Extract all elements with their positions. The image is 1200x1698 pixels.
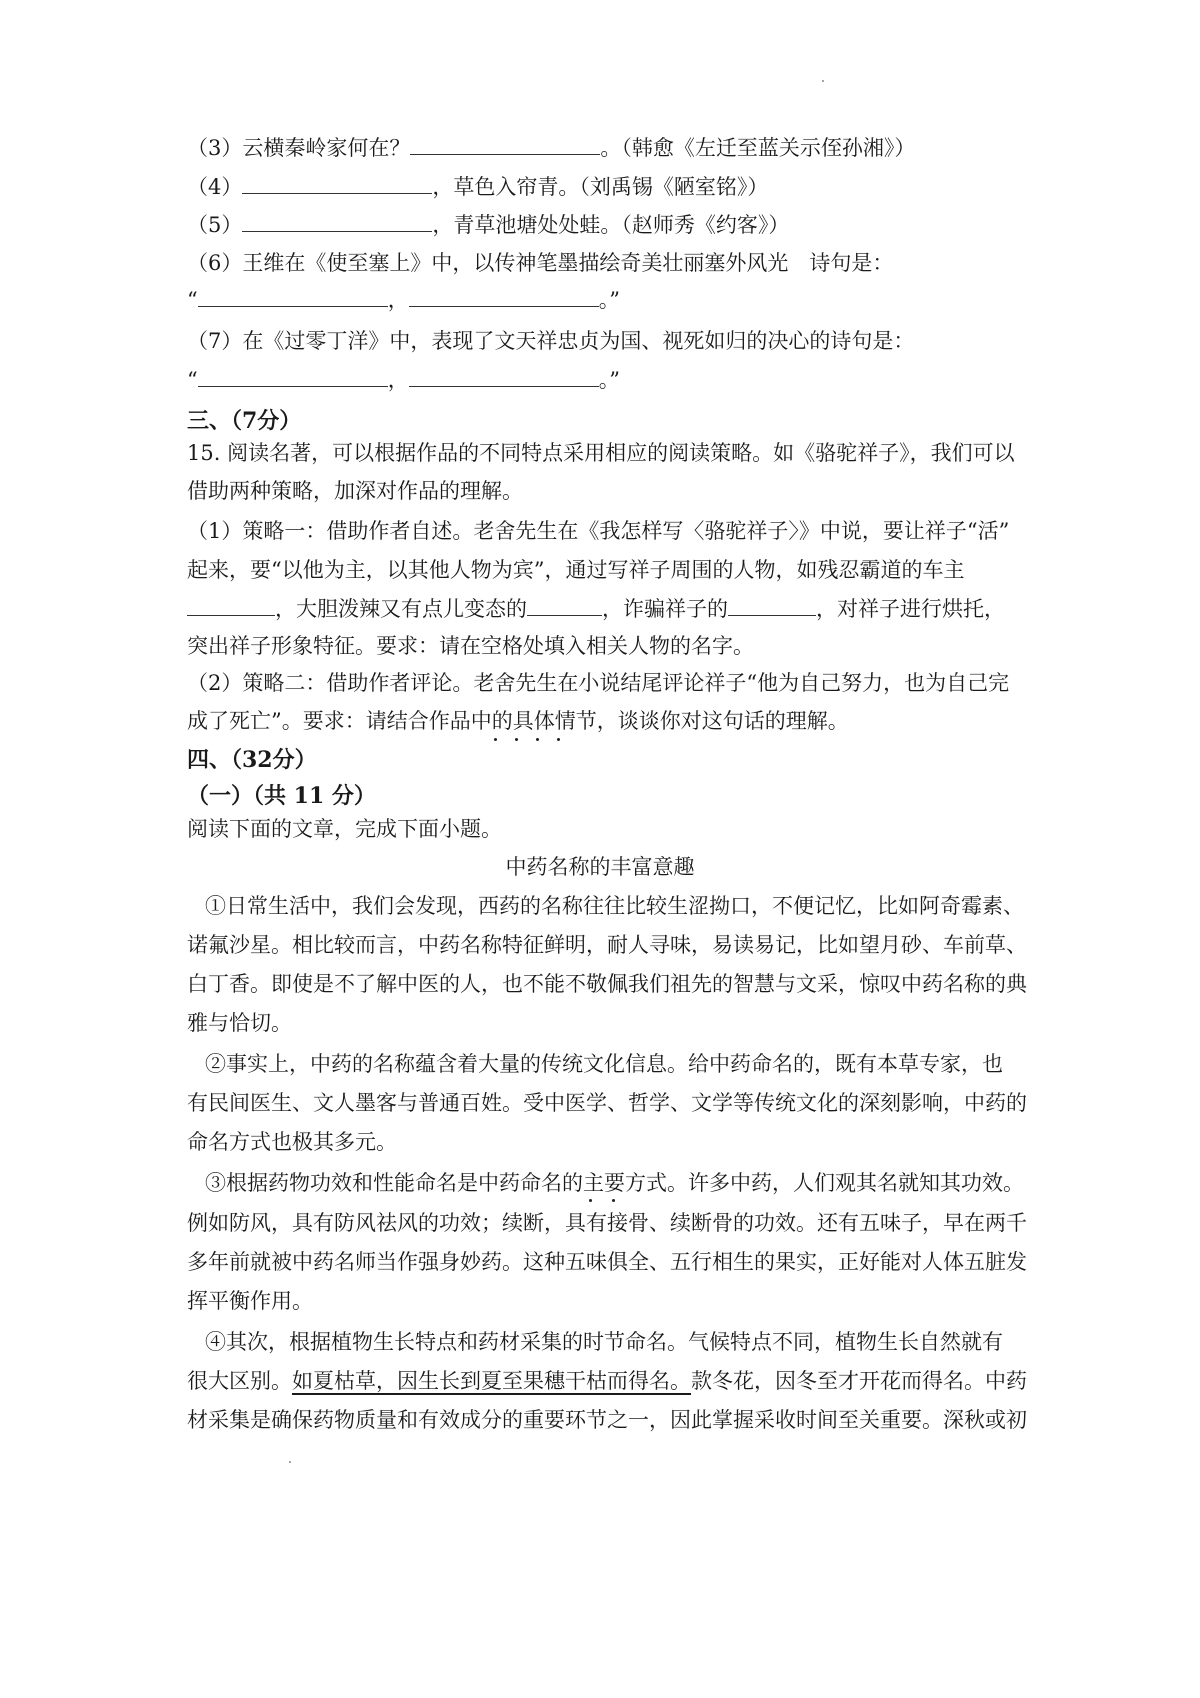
answer-blank[interactable] — [242, 209, 432, 232]
question-14-5: （5） ，青草池塘处处蛙。（赵师秀《约客》） — [187, 209, 789, 240]
article-line: 材采集是确保药物质量和有效成分的重要环节之一，因此掌握采收时间至关重要。深秋或初 — [187, 1408, 1027, 1432]
emphasis-dot — [557, 738, 560, 741]
emphasis-dot — [612, 1199, 615, 1202]
article-line: 命名方式也极其多元。 — [187, 1130, 397, 1154]
answer-blank[interactable] — [242, 171, 432, 194]
article-line: 挥平衡作用。 — [187, 1289, 313, 1313]
article-line: 多年前就被中药名师当作强身妙药。这种五味俱全、五行相生的果实，正好能对人体五脏发 — [187, 1250, 1027, 1274]
emphasis-dot — [515, 738, 518, 741]
strategy-1-blanks: ，大胆泼辣又有点儿变态的 ，诈骗祥子的 ，对祥子进行烘托， — [187, 593, 1005, 624]
question-14-4: （4） ，草色入帘青。（刘禹锡《陋室铭》） — [187, 171, 768, 202]
article-line: 例如防风，具有防风祛风的功效；续断，具有接骨、续断骨的功效。还有五味子，早在两千 — [187, 1211, 1027, 1235]
article-line: 诺氟沙星。相比较而言，中药名称特征鲜明，耐人寻味，易读易记，比如望月砂、车前草、 — [187, 933, 1027, 957]
answer-blank[interactable] — [409, 284, 599, 307]
article-title: 中药名称的丰富意趣 — [505, 855, 695, 879]
question-14-7: （7）在《过零丁洋》中，表现了文天祥忠贞为国、视死如归的决心的诗句是： — [187, 329, 915, 353]
emphasis-dot — [494, 738, 497, 741]
article-line: ①日常生活中，我们会发现，西药的名称往往比较生涩拗口，不便记忆，比如阿奇霉素、 — [205, 894, 1024, 918]
article-line: ③根据药物功效和性能命名是中药命名的主要方式。许多中药，人们观其名就知其功效。 — [205, 1171, 1024, 1195]
emphasis-dot — [589, 1199, 592, 1202]
strategy-2-line: （2）策略二：借助作者评论。老舍先生在小说结尾评论祥子“他为自己努力，也为自己完 — [187, 671, 1010, 695]
underlined-sentence: 如夏枯草，因生长到夏至果穗干枯而得名。 — [292, 1369, 691, 1393]
emphasis-dot — [536, 738, 539, 741]
article-line: 很大区别。如夏枯草，因生长到夏至果穗干枯而得名。款冬花，因冬至才开花而得名。中药 — [187, 1369, 1027, 1393]
strategy-1-line: 起来，要“以他为主，以其他人物为宾”，通过写祥子周围的人物，如残忍霸道的车主 — [187, 558, 965, 582]
answer-blank[interactable] — [410, 132, 600, 155]
question-15-line: 15. 阅读名著，可以根据作品的不同特点采用相应的阅读策略。如《骆驼祥子》，我们可以 — [187, 441, 1015, 465]
answer-blank[interactable] — [198, 364, 388, 387]
scan-speck — [289, 1461, 291, 1463]
answer-blank[interactable] — [409, 364, 599, 387]
question-14-6-answer: “ ， 。” — [187, 284, 620, 315]
section-3-heading: 三、（7分） — [187, 408, 302, 434]
article-line: ②事实上，中药的名称蕴含着大量的传统文化信息。给中药命名的，既有本草专家，也 — [205, 1052, 1003, 1076]
strategy-1-line: （1）策略一：借助作者自述。老舍先生在《我怎样写〈骆驼祥子〉》中说，要让祥子“活” — [187, 519, 1010, 543]
answer-blank[interactable] — [728, 593, 816, 616]
answer-blank[interactable] — [198, 284, 388, 307]
article-line: 雅与恰切。 — [187, 1011, 292, 1035]
article-line: 有民间医生、文人墨客与普通百姓。受中医学、哲学、文学等传统文化的深刻影响，中药的 — [187, 1091, 1027, 1115]
question-14-3: （3）云横秦岭家何在？ 。（韩愈《左迁至蓝关示侄孙湘》） — [187, 132, 915, 163]
strategy-2-line: 成了死亡”。要求：请结合作品中的具体情节，谈谈你对这句话的理解。 — [187, 709, 849, 733]
reading-instruction: 阅读下面的文章，完成下面小题。 — [187, 817, 502, 841]
subsection-heading: （一）（共 11 分） — [187, 783, 376, 809]
question-14-6: （6）王维在《使至塞上》中，以传神笔墨描绘奇美壮丽塞外风光 诗句是： — [187, 251, 894, 275]
strategy-1-line: 突出祥子形象特征。要求：请在空格处填入相关人物的名字。 — [187, 634, 754, 658]
answer-blank[interactable] — [187, 593, 275, 616]
article-line: ④其次，根据植物生长特点和药材采集的时节命名。气候特点不同，植物生长自然就有 — [205, 1330, 1003, 1354]
scan-speck — [822, 80, 824, 82]
question-14-7-answer: “ ， 。” — [187, 364, 620, 395]
answer-blank[interactable] — [527, 593, 602, 616]
question-15-line: 借助两种策略，加深对作品的理解。 — [187, 479, 523, 503]
section-4-heading: 四、（32分） — [187, 747, 317, 773]
article-line: 白丁香。即使是不了解中医的人，也不能不敬佩我们祖先的智慧与文采，惊叹中药名称的典 — [187, 972, 1027, 996]
